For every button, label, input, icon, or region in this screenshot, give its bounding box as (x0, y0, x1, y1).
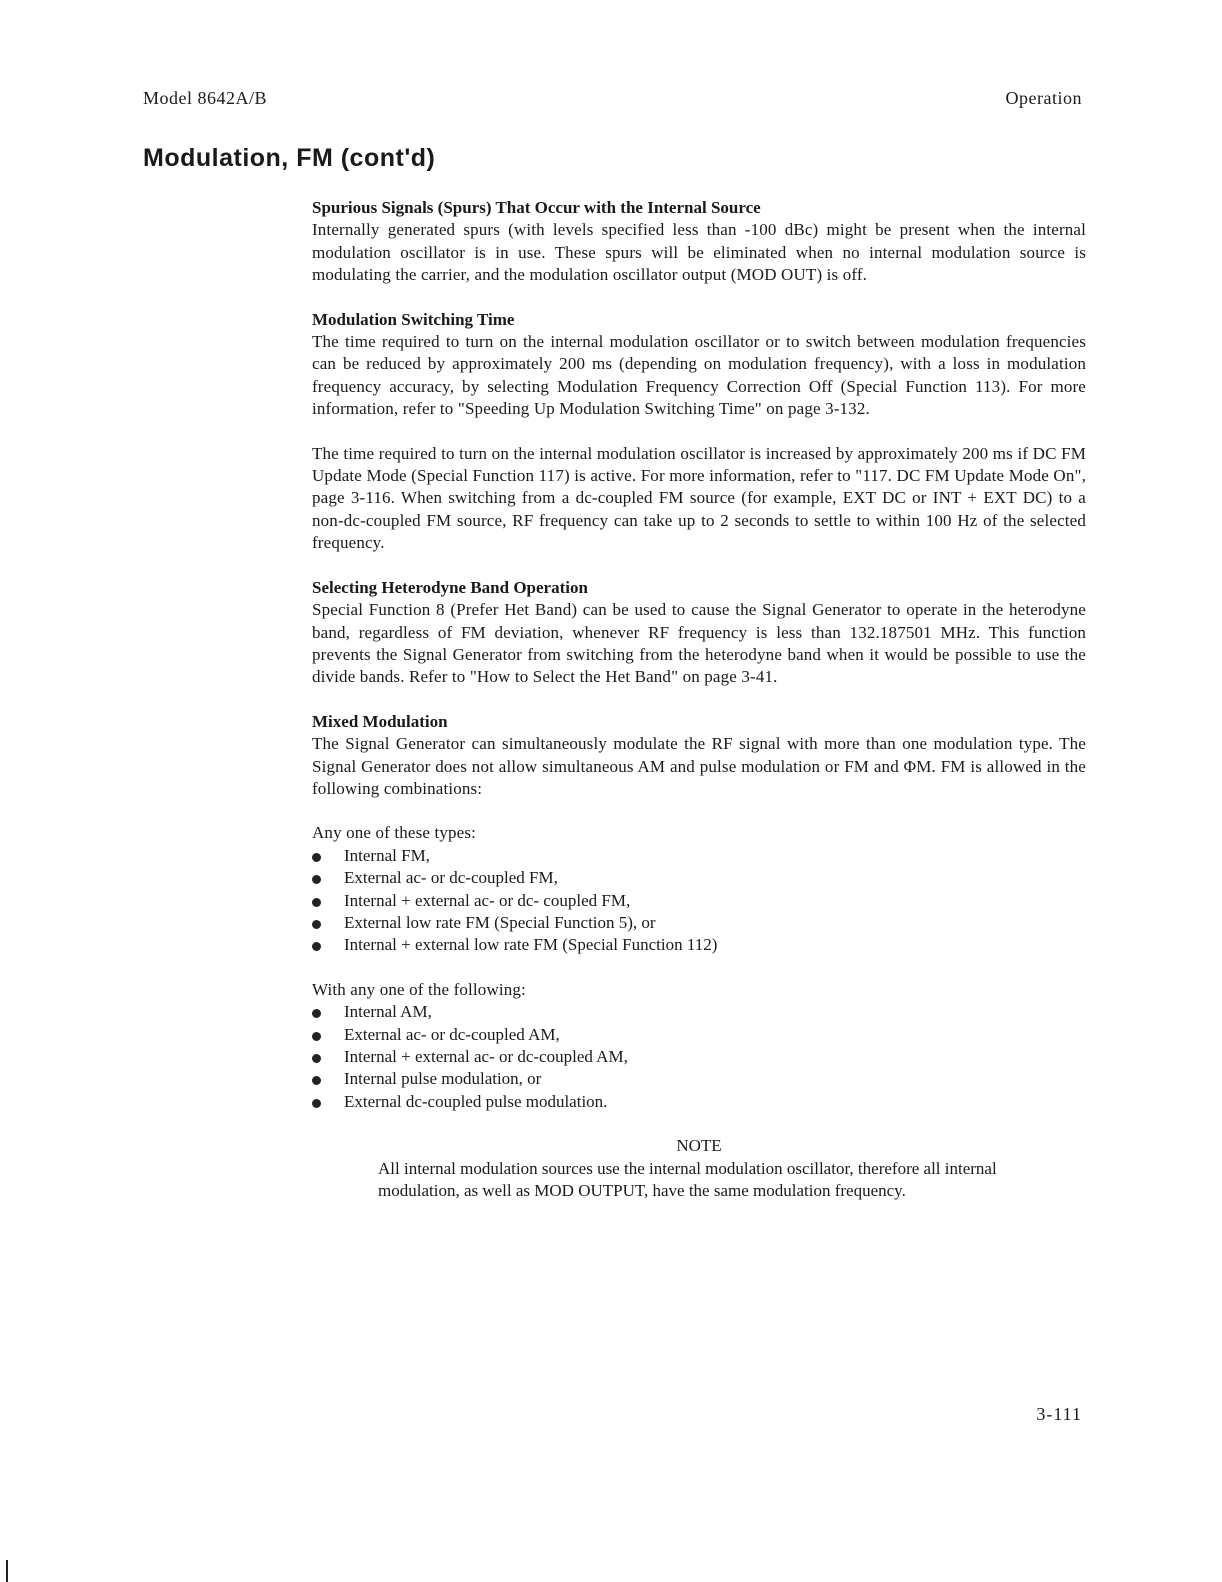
list-item: External ac- or dc-coupled FM, (312, 867, 1086, 889)
list-item: External low rate FM (Special Function 5), or (312, 912, 1086, 934)
header-model: Model 8642A/B (143, 88, 268, 108)
mixed-heading: Mixed Modulation (312, 711, 448, 731)
list-item: External ac- or dc-coupled AM, (312, 1024, 1086, 1046)
list-item: External dc-coupled pulse modulation. (312, 1091, 1086, 1113)
note-title: NOTE (676, 1136, 722, 1156)
fm-types-list (312, 845, 1086, 957)
heterodyne-paragraph: Special Function 8 (Prefer Het Band) can be used to cause the Signal Generator to operate in the heterodyne band, regardless of FM deviation, whenever RF frequency is less than 132.187501 MHz. This function prevents the Signal Generator from switching from the heterodyne band when it would be possible to use the divide bands. Refer to "How to Select the Het Band" on page 3-41. (312, 600, 1086, 687)
list-item: Internal FM, (312, 845, 1086, 867)
spurs-paragraph: Internally generated spurs (with levels specified less than -100 dBc) might be present when the internal modulation oscillator is in use. These spurs will be eliminated when no internal modulation source is modulating the carrier, and the modulation oscillator output (MOD OUT) is off. (312, 220, 1086, 285)
bullet-icon (312, 898, 321, 907)
scan-edge-mark (6, 1560, 8, 1582)
bullet-icon (312, 920, 321, 929)
spurs-heading: Spurious Signals (Spurs) That Occur with the Internal Source (312, 198, 761, 217)
combinations-list (312, 1001, 1086, 1113)
list-item: Internal + external ac- or dc- coupled FM, (312, 890, 1086, 912)
list-item: Internal AM, (312, 1001, 1086, 1023)
switching-paragraph-2: The time required to turn on the internal modulation oscillator is increased by approximately 200 ms if DC FM Update Mode (Special Function 117) is active. For more information, refer to "117. DC FM Update Mode On", page 3-116. When switching from a dc-coupled FM source (for example, EXT DC or INT + EXT DC) to a non-dc-coupled FM source, RF frequency can take up to 2 seconds to settle to within 100 Hz of the selected frequency. (312, 443, 1086, 553)
note-text: All internal modulation sources use the internal modulation oscillator, therefore all internal modulation, as well as MOD OUTPUT, have the same modulation frequency. (378, 1158, 997, 1201)
bullet-icon (312, 1054, 321, 1063)
bullet-icon (312, 853, 321, 862)
list-item: Internal + external low rate FM (Special Function 112) (312, 934, 1086, 956)
switching-heading: Modulation Switching Time (312, 309, 515, 329)
bullet-icon (312, 942, 321, 951)
list1-intro: Any one of these types: (312, 823, 476, 843)
main-content (312, 197, 1086, 1202)
page-title: Modulation, FM (cont'd) (143, 144, 436, 172)
bullet-icon (312, 1032, 321, 1041)
list-item: Internal pulse modulation, or (312, 1068, 1086, 1090)
bullet-icon (312, 1009, 321, 1018)
page-number: 3-111 (1036, 1404, 1082, 1424)
list2-intro: With any one of the following: (312, 979, 526, 999)
mixed-paragraph: The Signal Generator can simultaneously modulate the RF signal with more than one modulation type. The Signal Generator does not allow simultaneous AM and pulse modulation or FM and ΦM. FM is allowed in the following combinations: (312, 734, 1086, 798)
bullet-icon (312, 1099, 321, 1108)
bullet-icon (312, 875, 321, 884)
bullet-icon (312, 1076, 321, 1085)
switching-paragraph-1: The time required to turn on the internal modulation oscillator or to switch between modulation frequencies can be reduced by approximately 200 ms (depending on modulation frequency), with a loss in modulation frequency accuracy, by selecting Modulation Frequency Correction Off (Special Function 113). For more information, refer to "Speeding Up Modulation Switching Time" on page 3-132. (312, 332, 1086, 419)
header-section: Operation (1005, 88, 1082, 108)
list-item: Internal + external ac- or dc-coupled AM, (312, 1046, 1086, 1068)
heterodyne-heading: Selecting Heterodyne Band Operation (312, 577, 588, 597)
